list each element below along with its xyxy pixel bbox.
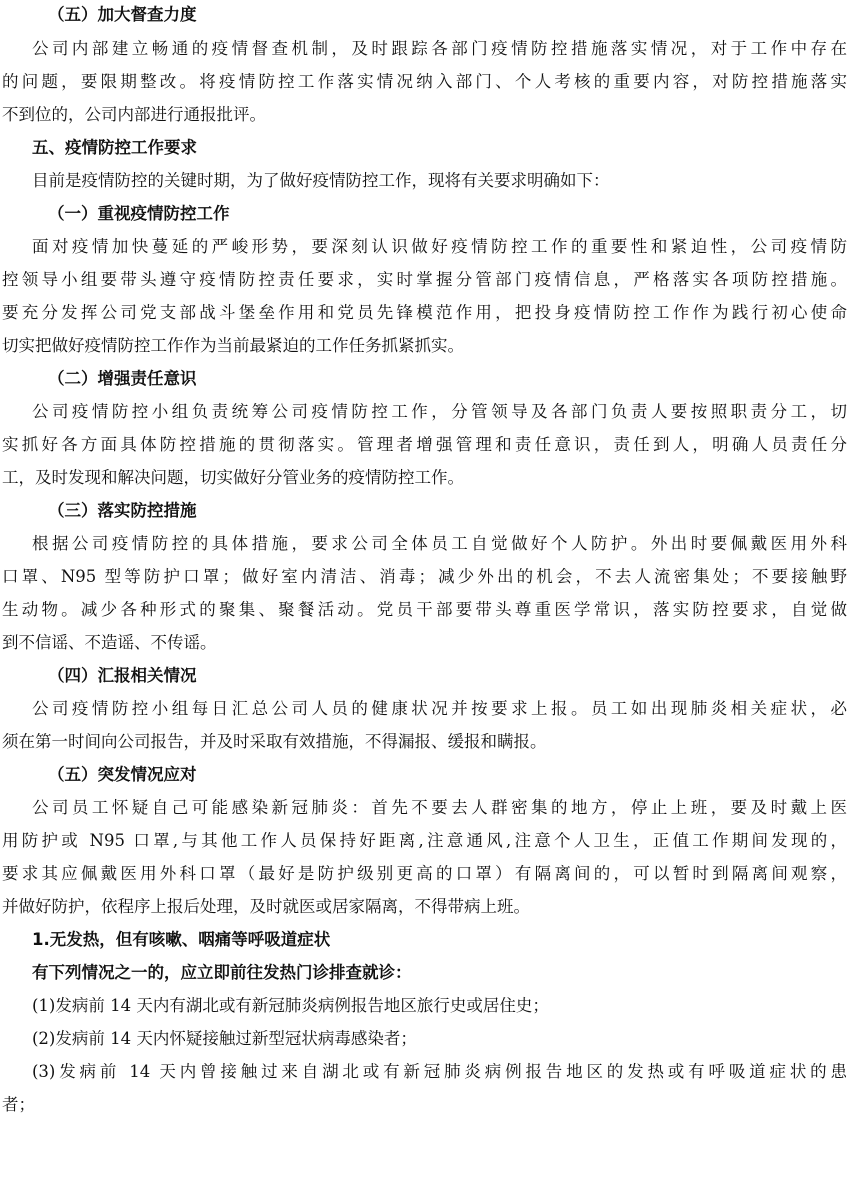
subsection-heading: （五）突发情况应对 [48,765,197,784]
list-item: (2)发病前 14 天内怀疑接触过新型冠状病毒感染者； [32,1029,417,1048]
paragraph-line: 面对疫情加快蔓延的严峻形势，要深刻认识做好疫情防控工作的重要性和紧迫性，公司疫情防 [32,237,847,256]
subsection-heading: （四）汇报相关情况 [48,666,197,685]
paragraph-line: 要求其应佩戴医用外科口罩（最好是防护级别更高的口罩）有隔离间的，可以暂时到隔离间观察， [2,864,847,883]
paragraph-line: 到不信谣、不造谣、不传谣。 [2,633,217,652]
paragraph-line: 公司疫情防控小组每日汇总公司人员的健康状况并按要求上报。员工如出现肺炎相关症状，必 [32,699,847,718]
paragraph-line: 要充分发挥公司党支部战斗堡垒作用和党员先锋模范作用，把投身疫情防控工作作为践行初心使命 [2,303,847,322]
list-item-continuation: 者； [2,1095,35,1114]
paragraph-line: 控领导小组要带头遵守疫情防控责任要求，实时掌握分管部门疫情信息，严格落实各项防控措施。 [2,270,847,289]
paragraph-line: 生动物。减少各种形式的聚集、聚餐活动。党员干部要带头尊重医学常识，落实防控要求，自觉做 [2,600,847,619]
paragraph-line: 公司员工怀疑自己可能感染新冠肺炎：首先不要去人群密集的地方，停止上班，要及时戴上医 [32,798,847,817]
paragraph-line: 公司疫情防控小组负责统筹公司疫情防控工作，分管领导及各部门负责人要按照职责分工，切 [32,402,847,421]
paragraph-line: 用防护或 N95 口罩,与其他工作人员保持好距离,注意通风,注意个人卫生，正值工作期间发现的， [2,831,847,850]
paragraph-line: 须在第一时间向公司报告，并及时采取有效措施，不得漏报、缓报和瞒报。 [2,732,547,751]
paragraph-line: 工，及时发现和解决问题，切实做好分管业务的疫情防控工作。 [2,468,464,487]
subsection-heading: （一）重视疫情防控工作 [48,204,230,223]
paragraph-line: 的问题，要限期整改。将疫情防控工作落实情况纳入部门、个人考核的重要内容，对防控措施落实 [2,72,847,91]
paragraph-line: 切实把做好疫情防控工作作为当前最紧迫的工作任务抓紧抓实。 [2,336,464,355]
chapter-heading: 五、疫情防控工作要求 [32,138,197,157]
paragraph-line: 目前是疫情防控的关键时期，为了做好疫情防控工作，现将有关要求明确如下： [32,171,610,190]
subsection-heading: （二）增强责任意识 [48,369,197,388]
subsection-heading: （三）落实防控措施 [48,501,197,520]
paragraph-line: 根据公司疫情防控的具体措施，要求公司全体员工自觉做好个人防护。外出时要佩戴医用外科 [32,534,847,553]
paragraph-line: 不到位的，公司内部进行通报批评。 [2,105,266,124]
list-item: (1)发病前 14 天内有湖北或有新冠肺炎病例报告地区旅行史或居住史； [32,996,549,1015]
section-heading-supervision: （五）加大督查力度 [48,5,197,24]
item-subheading: 有下列情况之一的，应立即前往发热门诊排查就诊： [32,963,412,982]
paragraph-line: 口罩、N95 型等防护口罩；做好室内清洁、消毒；减少外出的机会，不去人流密集处；不要接触野 [2,567,847,586]
paragraph-line: 实抓好各方面具体防控措施的贯彻落实。管理者增强管理和责任意识，责任到人，明确人员责任分 [2,435,847,454]
paragraph-line: 公司内部建立畅通的疫情督查机制，及时跟踪各部门疫情防控措施落实情况，对于工作中存在 [32,39,847,58]
item-heading: 1.无发热，但有咳嗽、咽痛等呼吸道症状 [32,930,331,949]
paragraph-line: 并做好防护，依程序上报后处理，及时就医或居家隔离，不得带病上班。 [2,897,530,916]
list-item: (3)发病前 14 天内曾接触过来自湖北或有新冠肺炎病例报告地区的发热或有呼吸道症状的患 [32,1062,847,1081]
